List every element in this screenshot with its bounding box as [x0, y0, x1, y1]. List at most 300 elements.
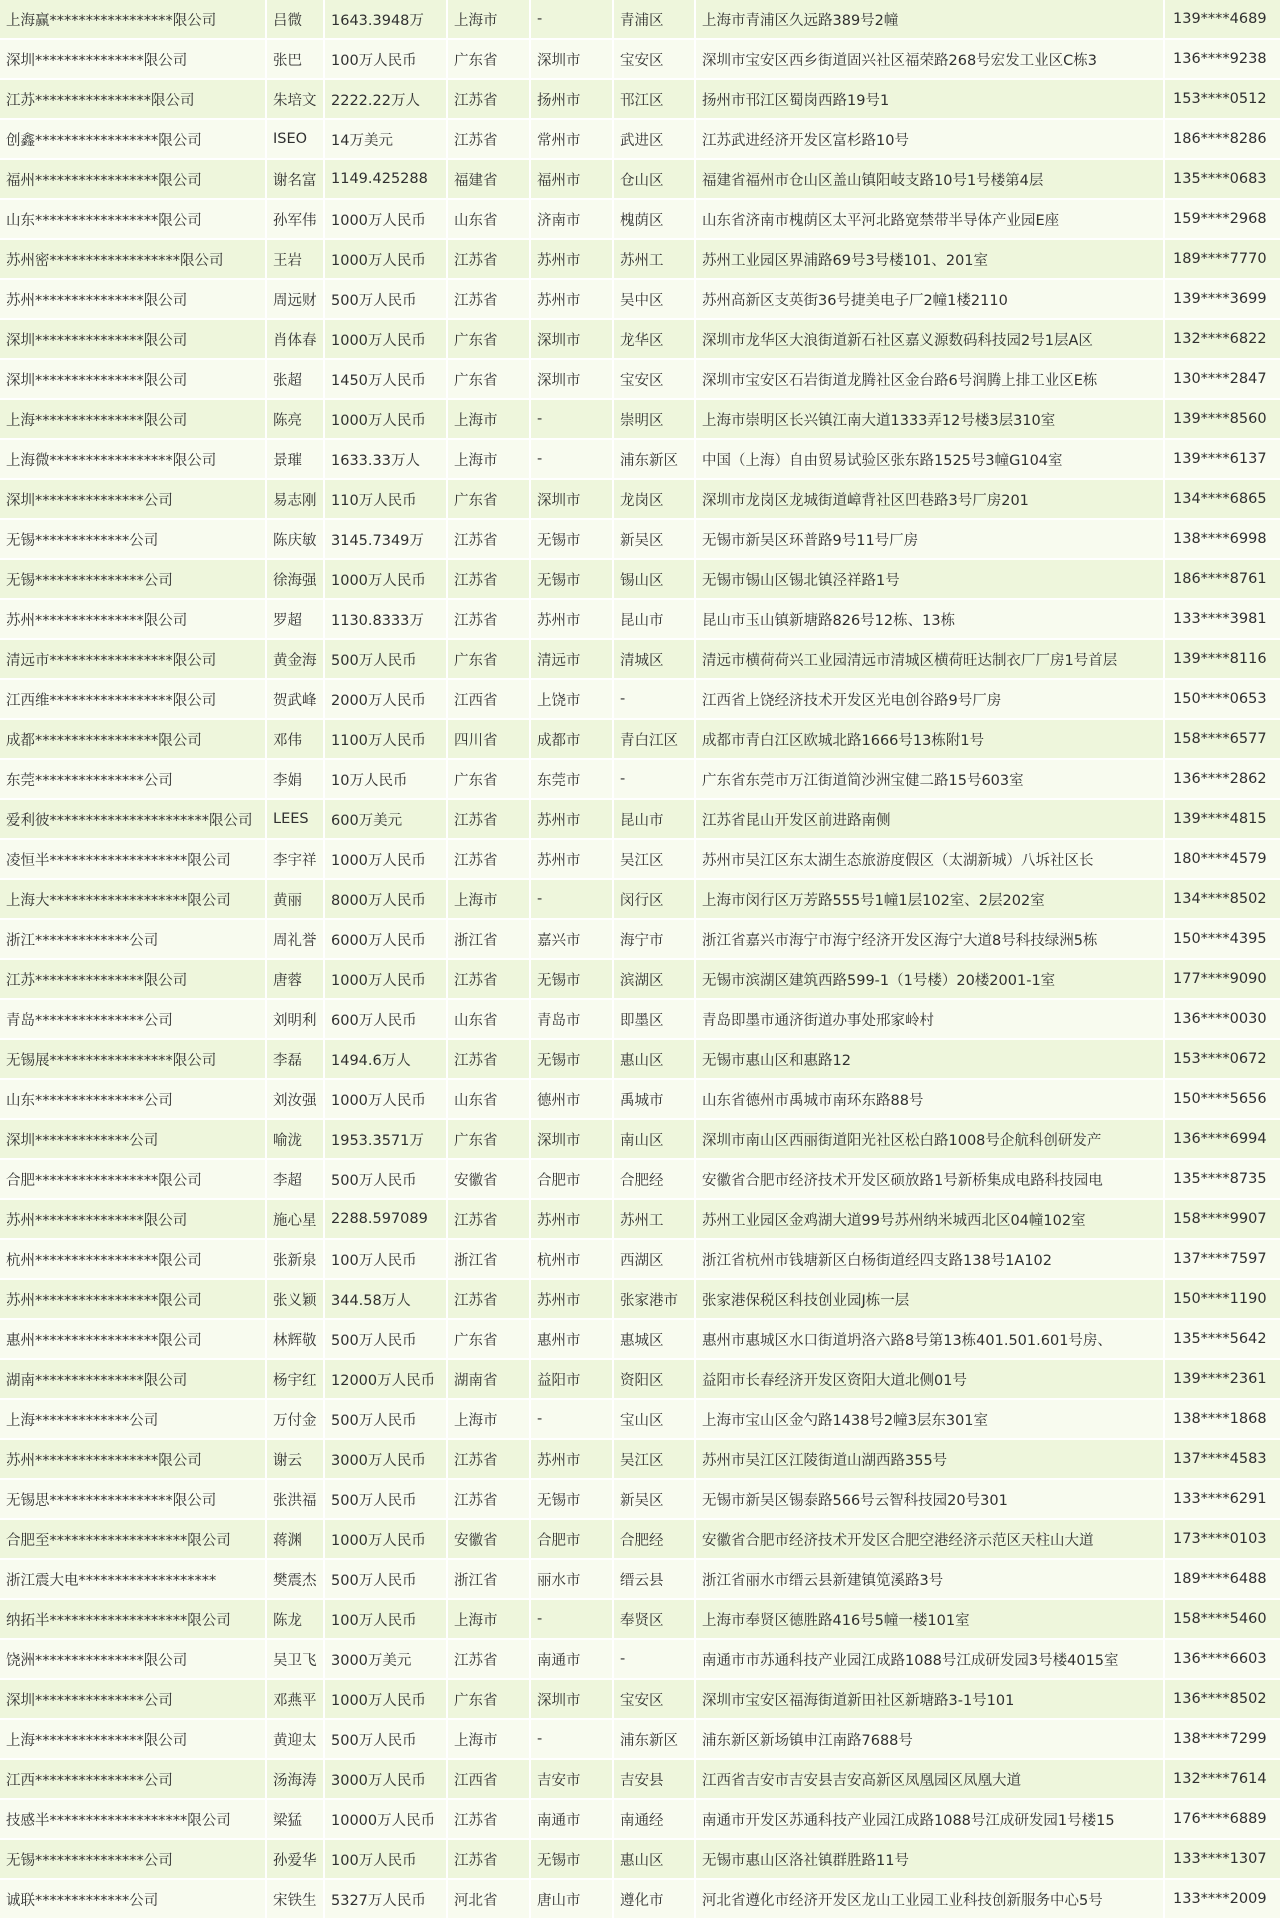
city-cell: 济南市 — [530, 199, 613, 239]
district-cell: 宝安区 — [613, 359, 695, 399]
registered-capital-cell: 1000万人民币 — [324, 239, 447, 279]
phone-cell: 135****0683 — [1164, 159, 1280, 199]
city-cell: 东莞市 — [530, 759, 613, 799]
table-row — [0, 719, 1280, 759]
registered-capital-cell: 1000万人民币 — [324, 839, 447, 879]
city-cell: 苏州市 — [530, 799, 613, 839]
table-row — [0, 1279, 1280, 1319]
phone-cell: 189****6488 — [1164, 1559, 1280, 1599]
phone-cell: 133****1307 — [1164, 1839, 1280, 1879]
phone-cell: 139****8116 — [1164, 639, 1280, 679]
city-cell: 清远市 — [530, 639, 613, 679]
district-cell: 缙云县 — [613, 1559, 695, 1599]
table-row — [0, 1039, 1280, 1079]
contact-name-cell: 陈龙 — [266, 1599, 324, 1639]
district-cell: 邗江区 — [613, 79, 695, 119]
company-name-cell: 浙江震大电******************* — [0, 1559, 266, 1599]
district-cell: 惠城区 — [613, 1319, 695, 1359]
table-row — [0, 319, 1280, 359]
registered-capital-cell: 1149.425288 — [324, 159, 447, 199]
company-name-cell: 惠州*****************限公司 — [0, 1319, 266, 1359]
phone-cell: 158****5460 — [1164, 1599, 1280, 1639]
district-cell: 奉贤区 — [613, 1599, 695, 1639]
province-cell: 广东省 — [447, 1319, 530, 1359]
phone-cell: 189****7770 — [1164, 239, 1280, 279]
city-cell: 吉安市 — [530, 1759, 613, 1799]
district-cell: 宝安区 — [613, 39, 695, 79]
registered-capital-cell: 100万人民币 — [324, 1239, 447, 1279]
company-name-cell: 杭州*****************限公司 — [0, 1239, 266, 1279]
address-cell: 深圳市南山区西丽街道阳光社区松白路1008号企航科创研发产 — [695, 1119, 1164, 1159]
contact-name-cell: 宋铁生 — [266, 1879, 324, 1919]
table-row — [0, 1639, 1280, 1679]
table-row — [0, 1359, 1280, 1399]
table-row — [0, 959, 1280, 999]
city-cell: 南通市 — [530, 1799, 613, 1839]
company-name-cell: 技感半*******************限公司 — [0, 1799, 266, 1839]
table-row — [0, 999, 1280, 1039]
table-row — [0, 79, 1280, 119]
city-cell: 嘉兴市 — [530, 919, 613, 959]
city-cell: 益阳市 — [530, 1359, 613, 1399]
city-cell: 苏州市 — [530, 239, 613, 279]
city-cell: 合肥市 — [530, 1519, 613, 1559]
company-name-cell: 上海***************限公司 — [0, 1719, 266, 1759]
city-cell: 无锡市 — [530, 1479, 613, 1519]
registered-capital-cell: 5327万人民币 — [324, 1879, 447, 1919]
company-name-cell: 无锡思*****************限公司 — [0, 1479, 266, 1519]
address-cell: 山东省德州市禹城市南环东路88号 — [695, 1079, 1164, 1119]
contact-name-cell: 喻泷 — [266, 1119, 324, 1159]
table-row — [0, 1759, 1280, 1799]
table-row — [0, 439, 1280, 479]
address-cell: 成都市青白江区欧城北路1666号13栋附1号 — [695, 719, 1164, 759]
company-name-cell: 深圳***************公司 — [0, 479, 266, 519]
district-cell: 吴江区 — [613, 839, 695, 879]
registered-capital-cell: 8000万人民币 — [324, 879, 447, 919]
district-cell: 遵化市 — [613, 1879, 695, 1919]
registered-capital-cell: 10万人民币 — [324, 759, 447, 799]
company-name-cell: 上海大*******************限公司 — [0, 879, 266, 919]
table-row — [0, 839, 1280, 879]
table-row — [0, 1599, 1280, 1639]
province-cell: 广东省 — [447, 319, 530, 359]
contact-name-cell: 孙军伟 — [266, 199, 324, 239]
phone-cell: 150****0653 — [1164, 679, 1280, 719]
phone-cell: 150****1190 — [1164, 1279, 1280, 1319]
city-cell: 福州市 — [530, 159, 613, 199]
district-cell: 资阳区 — [613, 1359, 695, 1399]
district-cell: 青白江区 — [613, 719, 695, 759]
registered-capital-cell: 1000万人民币 — [324, 199, 447, 239]
district-cell: 闵行区 — [613, 879, 695, 919]
table-row — [0, 1439, 1280, 1479]
contact-name-cell: 孙爱华 — [266, 1839, 324, 1879]
registered-capital-cell: 110万人民币 — [324, 479, 447, 519]
district-cell: 苏州工 — [613, 239, 695, 279]
registered-capital-cell: 500万人民币 — [324, 1559, 447, 1599]
registered-capital-cell: 1000万人民币 — [324, 399, 447, 439]
city-cell: - — [530, 399, 613, 439]
address-cell: 江西省吉安市吉安县吉安高新区凤凰园区凤凰大道 — [695, 1759, 1164, 1799]
company-name-cell: 上海*************公司 — [0, 1399, 266, 1439]
registered-capital-cell: 500万人民币 — [324, 1479, 447, 1519]
company-name-cell: 东莞***************公司 — [0, 759, 266, 799]
company-name-cell: 诚联*************公司 — [0, 1879, 266, 1919]
company-name-cell: 苏州***************限公司 — [0, 279, 266, 319]
phone-cell: 177****9090 — [1164, 959, 1280, 999]
address-cell: 扬州市邗江区蜀岗西路19号1 — [695, 79, 1164, 119]
phone-cell: 159****2968 — [1164, 199, 1280, 239]
province-cell: 江苏省 — [447, 799, 530, 839]
province-cell: 福建省 — [447, 159, 530, 199]
phone-cell: 138****7299 — [1164, 1719, 1280, 1759]
city-cell: 丽水市 — [530, 1559, 613, 1599]
company-name-cell: 福州*****************限公司 — [0, 159, 266, 199]
province-cell: 江苏省 — [447, 959, 530, 999]
district-cell: 槐荫区 — [613, 199, 695, 239]
province-cell: 四川省 — [447, 719, 530, 759]
company-name-cell: 无锡***************公司 — [0, 559, 266, 599]
registered-capital-cell: 3000万人民币 — [324, 1439, 447, 1479]
contact-name-cell: 谢云 — [266, 1439, 324, 1479]
contact-name-cell: 樊震杰 — [266, 1559, 324, 1599]
province-cell: 山东省 — [447, 999, 530, 1039]
address-cell: 深圳市龙岗区龙城街道嶂背社区凹巷路3号厂房201 — [695, 479, 1164, 519]
contact-name-cell: 李磊 — [266, 1039, 324, 1079]
city-cell: - — [530, 439, 613, 479]
address-cell: 苏州工业园区金鸡湖大道99号苏州纳米城西北区04幢102室 — [695, 1199, 1164, 1239]
address-cell: 南通市市苏通科技产业园江成路1088号江成研发园3号楼4015室 — [695, 1639, 1164, 1679]
contact-name-cell: 朱培文 — [266, 79, 324, 119]
province-cell: 上海市 — [447, 439, 530, 479]
table-row — [0, 1519, 1280, 1559]
company-name-cell: 无锡展*****************限公司 — [0, 1039, 266, 1079]
registered-capital-cell: 1494.6万人 — [324, 1039, 447, 1079]
company-name-cell: 凌恒半*******************限公司 — [0, 839, 266, 879]
registered-capital-cell: 344.58万人 — [324, 1279, 447, 1319]
district-cell: 惠山区 — [613, 1839, 695, 1879]
company-name-cell: 苏州密******************限公司 — [0, 239, 266, 279]
address-cell: 上海市宝山区金勺路1438号2幢3层东301室 — [695, 1399, 1164, 1439]
city-cell: 无锡市 — [530, 559, 613, 599]
company-name-cell: 苏州***************限公司 — [0, 599, 266, 639]
address-cell: 福建省福州市仓山区盖山镇阳岐支路10号1号楼第4层 — [695, 159, 1164, 199]
table-row — [0, 359, 1280, 399]
table-row — [0, 1679, 1280, 1719]
company-name-cell: 苏州*****************限公司 — [0, 1439, 266, 1479]
district-cell: 崇明区 — [613, 399, 695, 439]
province-cell: 江西省 — [447, 679, 530, 719]
contact-name-cell: 刘汝强 — [266, 1079, 324, 1119]
registered-capital-cell: 100万人民币 — [324, 39, 447, 79]
registered-capital-cell: 500万人民币 — [324, 1159, 447, 1199]
city-cell: 杭州市 — [530, 1239, 613, 1279]
contact-name-cell: 林辉敬 — [266, 1319, 324, 1359]
city-cell: 上饶市 — [530, 679, 613, 719]
city-cell: 成都市 — [530, 719, 613, 759]
table-row — [0, 199, 1280, 239]
phone-cell: 135****5642 — [1164, 1319, 1280, 1359]
registered-capital-cell: 10000万人民币 — [324, 1799, 447, 1839]
address-cell: 山东省济南市槐荫区太平河北路宽禁带半导体产业园E座 — [695, 199, 1164, 239]
district-cell: 浦东新区 — [613, 1719, 695, 1759]
contact-name-cell: 万付金 — [266, 1399, 324, 1439]
address-cell: 南通市开发区苏通科技产业园江成路1088号江成研发园1号楼15 — [695, 1799, 1164, 1839]
district-cell: 新吴区 — [613, 519, 695, 559]
contact-name-cell: 蒋渊 — [266, 1519, 324, 1559]
company-name-cell: 苏州***************限公司 — [0, 1199, 266, 1239]
address-cell: 青岛即墨市通济街道办事处邢家岭村 — [695, 999, 1164, 1039]
province-cell: 安徽省 — [447, 1519, 530, 1559]
province-cell: 江苏省 — [447, 1439, 530, 1479]
table-row — [0, 1479, 1280, 1519]
district-cell: 海宁市 — [613, 919, 695, 959]
address-cell: 益阳市长春经济开发区资阳大道北侧01号 — [695, 1359, 1164, 1399]
company-name-cell: 成都*****************限公司 — [0, 719, 266, 759]
district-cell: 苏州工 — [613, 1199, 695, 1239]
company-name-cell: 山东*****************限公司 — [0, 199, 266, 239]
registered-capital-cell: 600万美元 — [324, 799, 447, 839]
phone-cell: 134****8502 — [1164, 879, 1280, 919]
registered-capital-cell: 500万人民币 — [324, 1719, 447, 1759]
company-name-cell: 苏州*****************限公司 — [0, 1279, 266, 1319]
city-cell: 苏州市 — [530, 1279, 613, 1319]
province-cell: 江苏省 — [447, 1839, 530, 1879]
registered-capital-cell: 3145.7349万 — [324, 519, 447, 559]
table-row — [0, 599, 1280, 639]
phone-cell: 186****8761 — [1164, 559, 1280, 599]
city-cell: - — [530, 1599, 613, 1639]
phone-cell: 136****9238 — [1164, 39, 1280, 79]
phone-cell: 133****6291 — [1164, 1479, 1280, 1519]
address-cell: 无锡市锡山区锡北镇泾祥路1号 — [695, 559, 1164, 599]
province-cell: 湖南省 — [447, 1359, 530, 1399]
company-name-cell: 深圳*************公司 — [0, 1119, 266, 1159]
city-cell: 苏州市 — [530, 599, 613, 639]
phone-cell: 136****2862 — [1164, 759, 1280, 799]
table-row — [0, 1159, 1280, 1199]
registered-capital-cell: 3000万美元 — [324, 1639, 447, 1679]
company-name-cell: 合肥*****************限公司 — [0, 1159, 266, 1199]
company-name-cell: 江苏****************限公司 — [0, 79, 266, 119]
phone-cell: 139****6137 — [1164, 439, 1280, 479]
province-cell: 江苏省 — [447, 839, 530, 879]
district-cell: 合肥经 — [613, 1519, 695, 1559]
table-row — [0, 1119, 1280, 1159]
province-cell: 广东省 — [447, 639, 530, 679]
contact-name-cell: 黄金海 — [266, 639, 324, 679]
district-cell: 西湖区 — [613, 1239, 695, 1279]
contact-name-cell: 陈亮 — [266, 399, 324, 439]
city-cell: 扬州市 — [530, 79, 613, 119]
table-row — [0, 639, 1280, 679]
table-row — [0, 1879, 1280, 1919]
contact-name-cell: 汤海涛 — [266, 1759, 324, 1799]
province-cell: 广东省 — [447, 359, 530, 399]
contact-name-cell: 易志刚 — [266, 479, 324, 519]
province-cell: 山东省 — [447, 199, 530, 239]
province-cell: 江苏省 — [447, 1479, 530, 1519]
city-cell: 苏州市 — [530, 839, 613, 879]
city-cell: 深圳市 — [530, 1679, 613, 1719]
address-cell: 深圳市龙华区大浪街道新石社区嘉义源数码科技园2号1层A区 — [695, 319, 1164, 359]
district-cell: 龙华区 — [613, 319, 695, 359]
table-row — [0, 879, 1280, 919]
phone-cell: 138****6998 — [1164, 519, 1280, 559]
province-cell: 上海市 — [447, 1399, 530, 1439]
table-row — [0, 1719, 1280, 1759]
district-cell: 青浦区 — [613, 0, 695, 39]
contact-name-cell: 陈庆敏 — [266, 519, 324, 559]
address-cell: 浙江省杭州市钱塘新区白杨街道经四支路138号1A102 — [695, 1239, 1164, 1279]
address-cell: 深圳市宝安区福海街道新田社区新塘路3-1号101 — [695, 1679, 1164, 1719]
province-cell: 浙江省 — [447, 1559, 530, 1599]
province-cell: 山东省 — [447, 1079, 530, 1119]
province-cell: 广东省 — [447, 759, 530, 799]
contact-name-cell: 周礼誉 — [266, 919, 324, 959]
district-cell: 宝山区 — [613, 1399, 695, 1439]
district-cell: 昆山市 — [613, 599, 695, 639]
province-cell: 江苏省 — [447, 559, 530, 599]
district-cell: 浦东新区 — [613, 439, 695, 479]
district-cell: 新吴区 — [613, 1479, 695, 1519]
contact-name-cell: 贺武峰 — [266, 679, 324, 719]
company-name-cell: 上海赢*****************限公司 — [0, 0, 266, 39]
registered-capital-cell: 500万人民币 — [324, 1399, 447, 1439]
phone-cell: 180****4579 — [1164, 839, 1280, 879]
contact-name-cell: 谢名富 — [266, 159, 324, 199]
address-cell: 河北省遵化市经济开发区龙山工业园工业科技创新服务中心5号 — [695, 1879, 1164, 1919]
district-cell: 禹城市 — [613, 1079, 695, 1119]
contact-name-cell: LEES — [266, 799, 324, 839]
province-cell: 广东省 — [447, 1679, 530, 1719]
company-name-cell: 清远市*****************限公司 — [0, 639, 266, 679]
contact-name-cell: 唐蓉 — [266, 959, 324, 999]
district-cell: 仓山区 — [613, 159, 695, 199]
province-cell: 浙江省 — [447, 1239, 530, 1279]
registered-capital-cell: 100万人民币 — [324, 1839, 447, 1879]
district-cell: 即墨区 — [613, 999, 695, 1039]
contact-name-cell: 施心星 — [266, 1199, 324, 1239]
phone-cell: 158****6577 — [1164, 719, 1280, 759]
city-cell: 常州市 — [530, 119, 613, 159]
province-cell: 江苏省 — [447, 1279, 530, 1319]
registered-capital-cell: 1100万人民币 — [324, 719, 447, 759]
registered-capital-cell: 600万人民币 — [324, 999, 447, 1039]
address-cell: 上海市奉贤区德胜路416号5幢一楼101室 — [695, 1599, 1164, 1639]
city-cell: 苏州市 — [530, 1199, 613, 1239]
province-cell: 上海市 — [447, 399, 530, 439]
contact-name-cell: 张新泉 — [266, 1239, 324, 1279]
phone-cell: 136****0030 — [1164, 999, 1280, 1039]
contact-name-cell: 张巴 — [266, 39, 324, 79]
registered-capital-cell: 6000万人民币 — [324, 919, 447, 959]
city-cell: 南通市 — [530, 1639, 613, 1679]
company-name-cell: 上海微*****************限公司 — [0, 439, 266, 479]
address-cell: 深圳市宝安区西乡街道固兴社区福荣路268号宏发工业区C栋3 — [695, 39, 1164, 79]
contact-name-cell: 杨宇红 — [266, 1359, 324, 1399]
contact-name-cell: 王岩 — [266, 239, 324, 279]
phone-cell: 137****7597 — [1164, 1239, 1280, 1279]
city-cell: - — [530, 879, 613, 919]
phone-cell: 132****7614 — [1164, 1759, 1280, 1799]
phone-cell: 139****4815 — [1164, 799, 1280, 839]
city-cell: 苏州市 — [530, 1439, 613, 1479]
company-name-cell: 上海***************限公司 — [0, 399, 266, 439]
contact-name-cell: 吴卫飞 — [266, 1639, 324, 1679]
phone-cell: 130****2847 — [1164, 359, 1280, 399]
table-row — [0, 679, 1280, 719]
registered-capital-cell: 500万人民币 — [324, 639, 447, 679]
phone-cell: 150****4395 — [1164, 919, 1280, 959]
registered-capital-cell: 1450万人民币 — [324, 359, 447, 399]
city-cell: 无锡市 — [530, 519, 613, 559]
city-cell: 苏州市 — [530, 279, 613, 319]
phone-cell: 139****2361 — [1164, 1359, 1280, 1399]
registered-capital-cell: 2000万人民币 — [324, 679, 447, 719]
province-cell: 上海市 — [447, 1719, 530, 1759]
city-cell: 深圳市 — [530, 39, 613, 79]
province-cell: 江苏省 — [447, 599, 530, 639]
company-name-cell: 湖南***************限公司 — [0, 1359, 266, 1399]
contact-name-cell: 张超 — [266, 359, 324, 399]
table-row — [0, 1839, 1280, 1879]
province-cell: 江苏省 — [447, 79, 530, 119]
address-cell: 张家港保税区科技创业园J栋一层 — [695, 1279, 1164, 1319]
company-name-cell: 创鑫*****************限公司 — [0, 119, 266, 159]
district-cell: 清城区 — [613, 639, 695, 679]
company-name-cell: 深圳***************公司 — [0, 1679, 266, 1719]
district-cell: 惠山区 — [613, 1039, 695, 1079]
registered-capital-cell: 14万美元 — [324, 119, 447, 159]
registered-capital-cell: 2288.597089 — [324, 1199, 447, 1239]
district-cell: 张家港市 — [613, 1279, 695, 1319]
registered-capital-cell: 1000万人民币 — [324, 319, 447, 359]
province-cell: 江苏省 — [447, 119, 530, 159]
province-cell: 上海市 — [447, 879, 530, 919]
district-cell: - — [613, 1639, 695, 1679]
address-cell: 清远市横荷荷兴工业园清远市清城区横荷旺达制衣厂厂房1号首层 — [695, 639, 1164, 679]
table-row — [0, 479, 1280, 519]
phone-cell: 133****2009 — [1164, 1879, 1280, 1919]
company-name-cell: 饶洲***************限公司 — [0, 1639, 266, 1679]
address-cell: 苏州市吴江区江陵街道山湖西路355号 — [695, 1439, 1164, 1479]
contact-name-cell: 罗超 — [266, 599, 324, 639]
address-cell: 苏州工业园区界浦路69号3号楼101、201室 — [695, 239, 1164, 279]
province-cell: 广东省 — [447, 1119, 530, 1159]
address-cell: 浙江省丽水市缙云县新建镇笕溪路3号 — [695, 1559, 1164, 1599]
address-cell: 苏州市吴江区东太湖生态旅游度假区（太湖新城）八坼社区长 — [695, 839, 1164, 879]
company-name-cell: 江苏***************限公司 — [0, 959, 266, 999]
company-name-cell: 山东***************公司 — [0, 1079, 266, 1119]
table-row — [0, 399, 1280, 439]
district-cell: 滨湖区 — [613, 959, 695, 999]
contact-name-cell: 周远财 — [266, 279, 324, 319]
contact-name-cell: 张义颖 — [266, 1279, 324, 1319]
phone-cell: 132****6822 — [1164, 319, 1280, 359]
province-cell: 江苏省 — [447, 519, 530, 559]
company-name-cell: 合肥至*******************限公司 — [0, 1519, 266, 1559]
company-name-cell: 青岛***************公司 — [0, 999, 266, 1039]
district-cell: - — [613, 679, 695, 719]
registered-capital-cell: 500万人民币 — [324, 279, 447, 319]
address-cell: 苏州高新区支英街36号捷美电子厂2幢1楼2110 — [695, 279, 1164, 319]
district-cell: 武进区 — [613, 119, 695, 159]
company-name-cell: 江西维*****************限公司 — [0, 679, 266, 719]
district-cell: 吉安县 — [613, 1759, 695, 1799]
city-cell: 唐山市 — [530, 1879, 613, 1919]
